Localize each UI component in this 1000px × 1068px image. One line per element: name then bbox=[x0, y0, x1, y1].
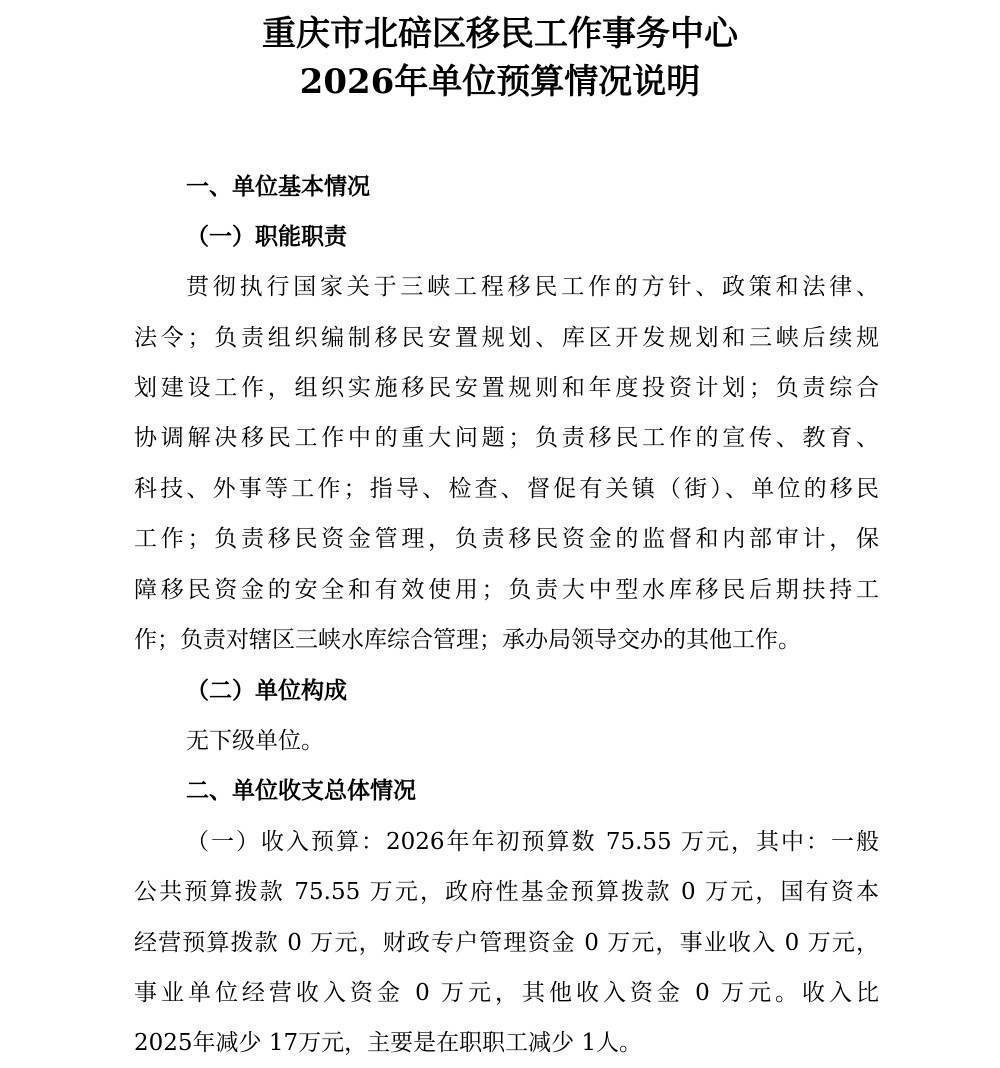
paragraph-line: 协调解决移民工作中的重大问题；负责移民工作的宣传、教育、 bbox=[134, 425, 879, 451]
income-paragraph-line: 事业单位经营收入资金 0 万元，其他收入资金 0 万元。收入比 bbox=[134, 980, 879, 1006]
paragraph-line: 贯彻执行国家关于三峡工程移民工作的方针、政策和法律、 bbox=[186, 274, 879, 300]
paragraph-line: 工作；负责移民资金管理，负责移民资金的监督和内部审计，保 bbox=[134, 526, 879, 552]
paragraph-line: 法令；负责组织编制移民安置规划、库区开发规划和三峡后续规 bbox=[134, 325, 879, 351]
paragraph-line: 作；负责对辖区三峡水库综合管理；承办局领导交办的其他工作。 bbox=[134, 627, 801, 653]
income-paragraph-line: （一）收入预算：2026年年初预算数 75.55 万元，其中：一般 bbox=[186, 829, 879, 855]
document-title-line-1: 重庆市北碚区移民工作事务中心 bbox=[262, 14, 738, 54]
subsection-heading-functions: （一）职能职责 bbox=[186, 223, 347, 250]
paragraph-line: 科技、外事等工作；指导、检查、督促有关镇（街）、单位的移民 bbox=[134, 476, 879, 502]
income-paragraph-line: 公共预算拨款 75.55 万元，政府性基金预算拨款 0 万元，国有资本 bbox=[134, 879, 879, 905]
paragraph-line: 划建设工作，组织实施移民安置规则和年度投资计划；负责综合 bbox=[134, 375, 879, 401]
document-title-line-2: 2026年单位预算情况说明 bbox=[299, 62, 701, 102]
section-heading-basic-info: 一、单位基本情况 bbox=[186, 174, 370, 200]
composition-text: 无下级单位。 bbox=[186, 728, 324, 754]
section-heading-revenue-expenditure: 二、单位收支总体情况 bbox=[186, 778, 416, 804]
paragraph-line: 障移民资金的安全和有效使用；负责大中型水库移民后期扶持工 bbox=[134, 577, 879, 603]
income-paragraph-line: 2025年减少 17万元，主要是在职职工减少 1人。 bbox=[134, 1030, 643, 1056]
subsection-heading-composition: （二）单位构成 bbox=[186, 677, 347, 704]
income-paragraph-line: 经营预算拨款 0 万元，财政专户管理资金 0 万元，事业收入 0 万元， bbox=[134, 930, 879, 956]
